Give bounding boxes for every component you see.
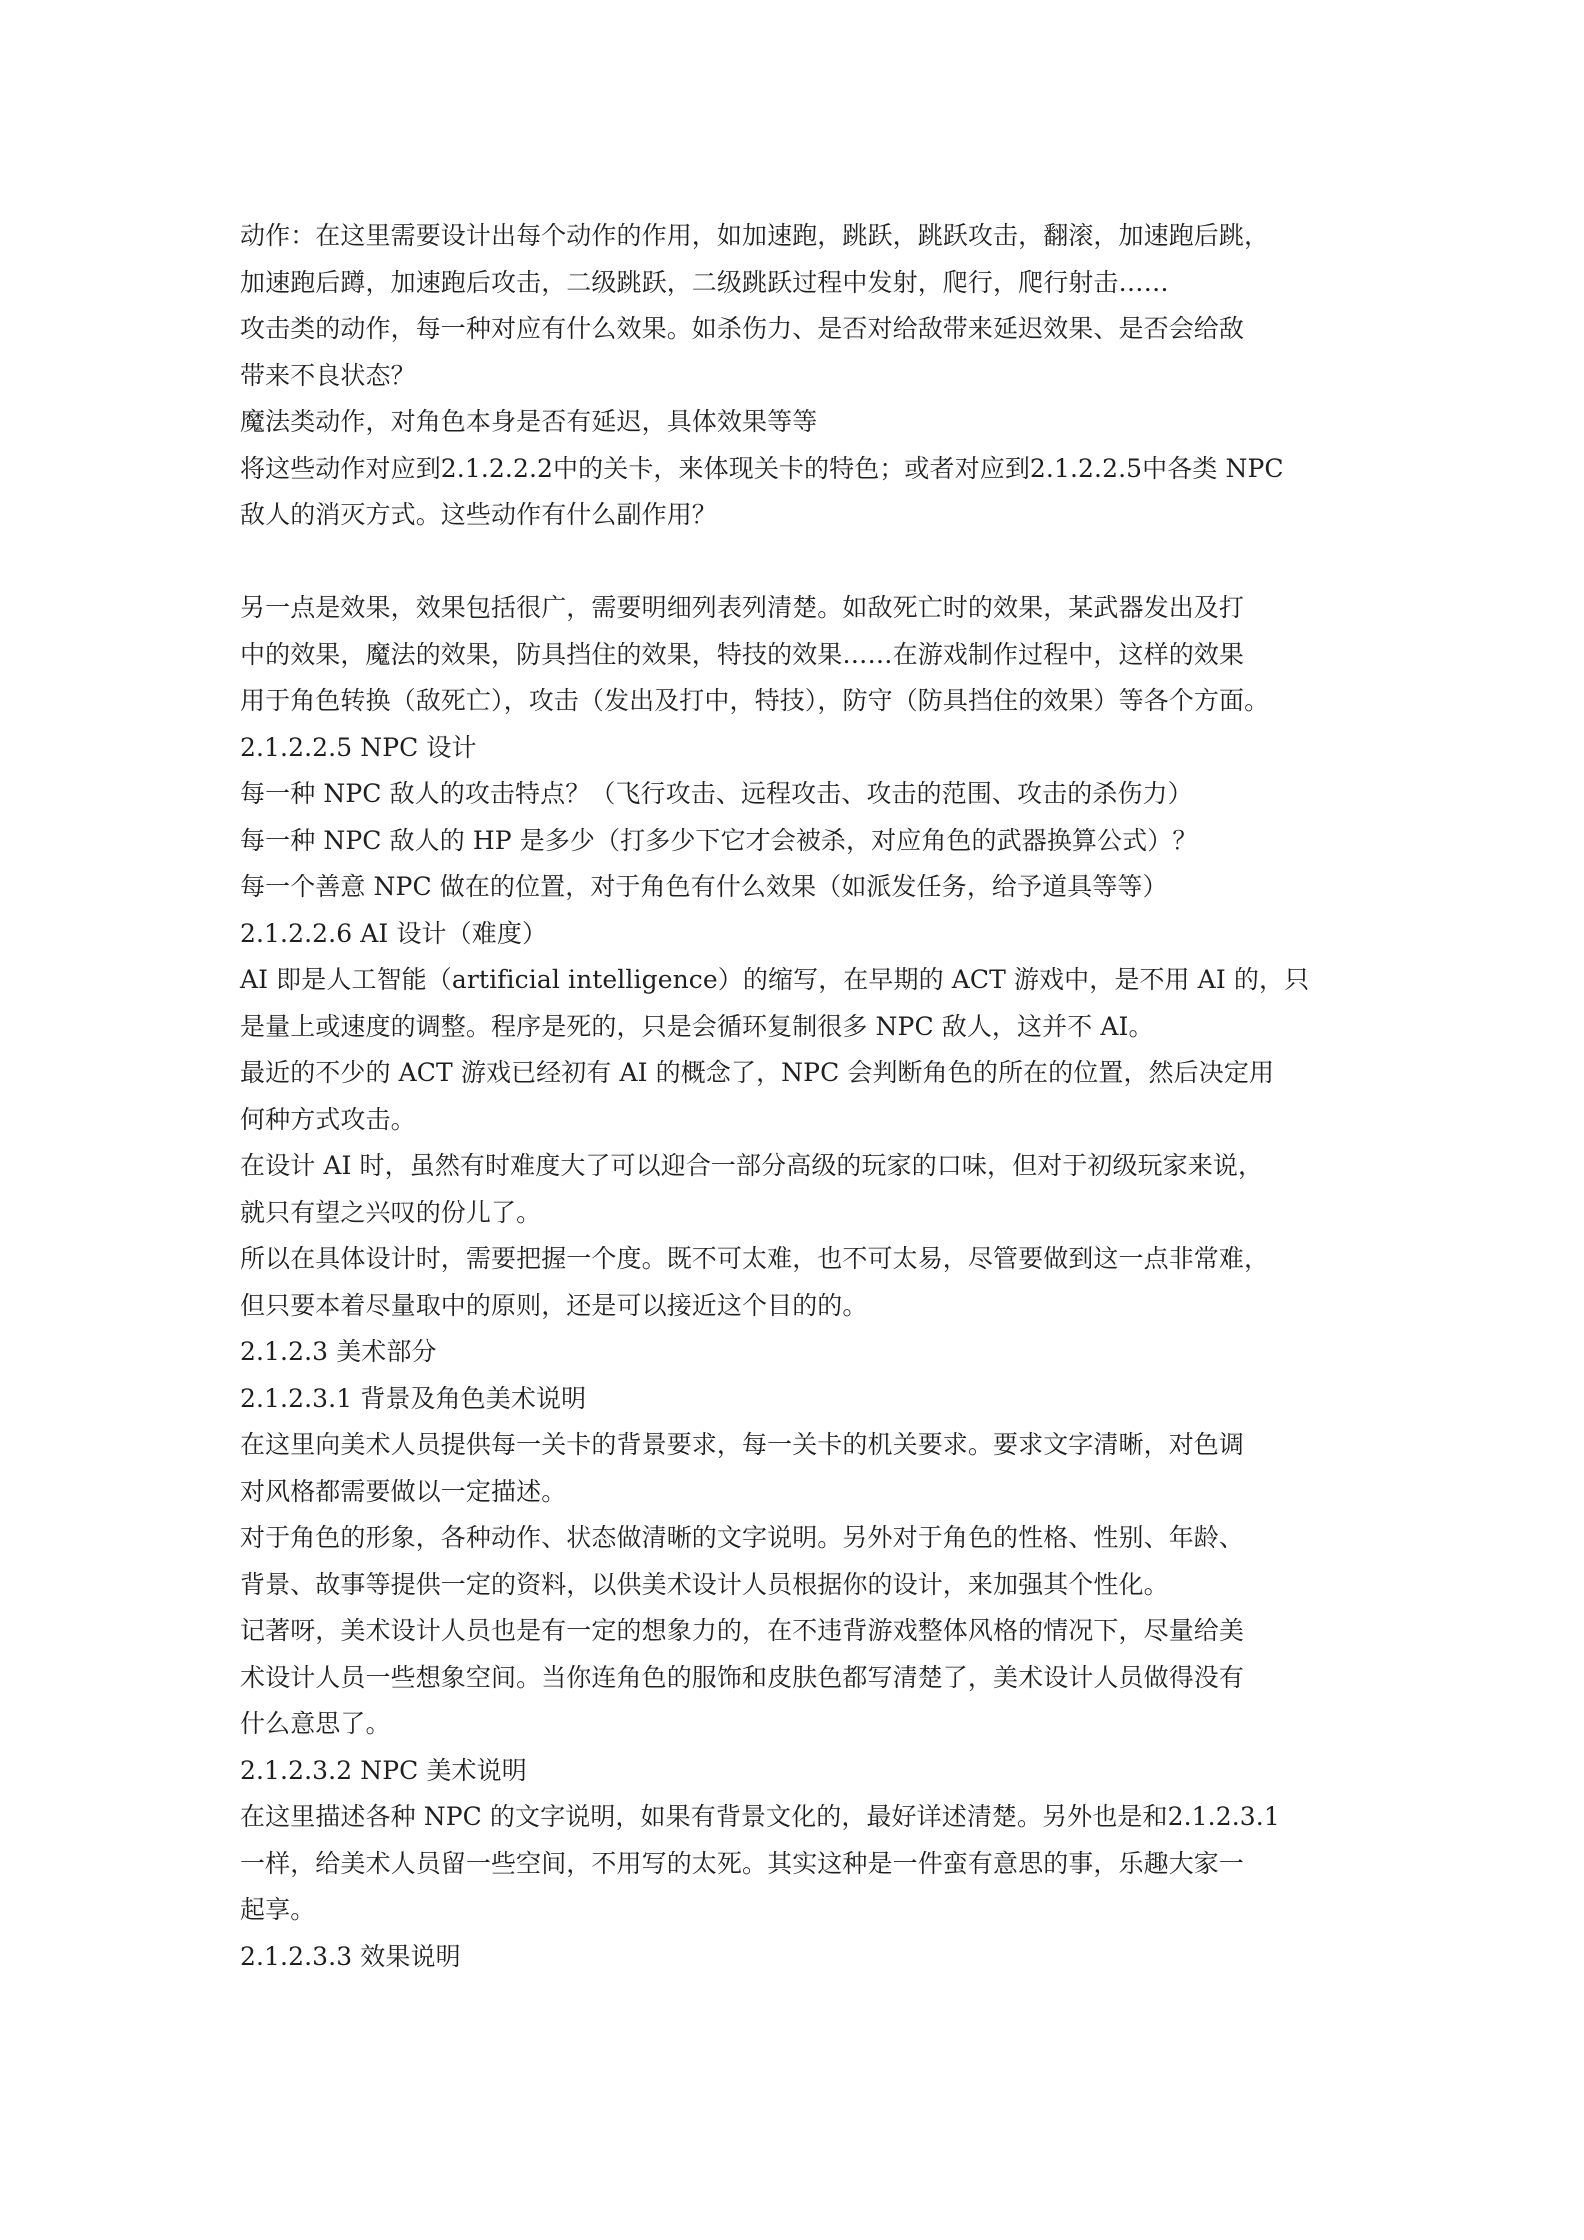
text-line: 在这里向美术人员提供每一关卡的背景要求，每一关卡的机关要求。要求文字清晰，对色调 — [240, 1430, 1245, 1459]
text-line: 将这些动作对应到2.1.2.2.2中的关卡，来体现关卡的特色；或者对应到2.1.2.2.5中各类 NPC — [240, 453, 1284, 483]
section-heading: 2.1.2.2.6 AI 设计（难度） — [240, 918, 548, 948]
text-line: 魔法类动作，对角色本身是否有延迟，具体效果等等 — [240, 407, 818, 436]
text-line: 每一个善意 NPC 做在的位置，对于角色有什么效果（如派发任务，给予道具等等） — [240, 872, 1168, 901]
text-line: 但只要本着尽量取中的原则，还是可以接近这个目的的。 — [240, 1290, 868, 1320]
text-line: 攻击类的动作，每一种对应有什么效果。如杀伤力、是否对给敌带来延迟效果、是否会给敌 — [240, 314, 1245, 343]
text-line: AI 即是人工智能（artificial intelligence）的缩写，在早期的 ACT 游戏中，是不用 AI 的，只 — [240, 965, 1310, 994]
text-line: 何种方式攻击。 — [240, 1104, 416, 1134]
section-heading: 2.1.2.3.1 背景及角色美术说明 — [240, 1383, 587, 1413]
text-line: 中的效果，魔法的效果，防具挡住的效果，特技的效果……在游戏制作过程中，这样的效果 — [240, 639, 1245, 669]
text-line: 在设计 AI 时，虽然有时难度大了可以迎合一部分高级的玩家的口味，但对于初级玩家来说， — [240, 1151, 1264, 1180]
document-body — [240, 213, 1358, 1980]
text-line: 什么意思了。 — [240, 1709, 391, 1738]
text-line: 另一点是效果，效果包括很广，需要明细列表列清楚。如敌死亡时的效果，某武器发出及打 — [240, 593, 1245, 622]
text-line: 就只有望之兴叹的份儿了。 — [240, 1197, 542, 1227]
blank-line — [240, 539, 1358, 586]
text-line: 加速跑后蹲，加速跑后攻击，二级跳跃，二级跳跃过程中发射，爬行，爬行射击…… — [240, 267, 1169, 297]
text-line: 用于角色转换（敌死亡），攻击（发出及打中，特技），防守（防具挡住的效果）等各个方面。 — [240, 686, 1270, 715]
section-heading: 2.1.2.2.5 NPC 设计 — [240, 732, 477, 762]
text-line: 对于角色的形象，各种动作、状态做清晰的文字说明。另外对于角色的性格、性别、年龄、 — [240, 1523, 1245, 1552]
text-line: 在这里描述各种 NPC 的文字说明，如果有背景文化的，最好详述清楚。另外也是和2.1.2.3.1 — [240, 1802, 1280, 1831]
text-line: 记著呀，美术设计人员也是有一定的想象力的，在不违背游戏整体风格的情况下，尽量给美 — [240, 1616, 1245, 1645]
text-line: 背景、故事等提供一定的资料，以供美术设计人员根据你的设计，来加强其个性化。 — [240, 1569, 1169, 1599]
text-line: 术设计人员一些想象空间。当你连角色的服饰和皮肤色都写清楚了，美术设计人员做得没有 — [240, 1662, 1245, 1692]
text-line: 起享。 — [240, 1895, 316, 1924]
section-heading: 2.1.2.3 美术部分 — [240, 1337, 437, 1366]
text-line: 每一种 NPC 敌人的 HP 是多少（打多少下它才会被杀，对应角色的武器换算公式）？ — [240, 825, 1198, 855]
text-line: 最近的不少的 ACT 游戏已经初有 AI 的概念了，NPC 会判断角色的所在的位置，然后决定用 — [240, 1058, 1275, 1087]
text-line: 一样，给美术人员留一些空间，不用写的太死。其实这种是一件蛮有意思的事，乐趣大家一 — [240, 1848, 1245, 1878]
section-heading: 2.1.2.3.3 效果说明 — [240, 1941, 461, 1971]
text-line: 每一种 NPC 敌人的攻击特点？（飞行攻击、远程攻击、攻击的范围、攻击的杀伤力） — [240, 779, 1193, 808]
text-line: 动作：在这里需要设计出每个动作的作用，如加速跑，跳跃，跳跃攻击，翻滚，加速跑后跳， — [240, 221, 1270, 250]
text-line: 所以在具体设计时，需要把握一个度。既不可太难，也不可太易，尽管要做到这一点非常难， — [240, 1244, 1270, 1273]
text-line: 敌人的消灭方式。这些动作有什么副作用？ — [240, 500, 717, 529]
text-line: 带来不良状态？ — [240, 360, 416, 390]
section-heading: 2.1.2.3.2 NPC 美术说明 — [240, 1755, 527, 1785]
text-line: 对风格都需要做以一定描述。 — [240, 1476, 567, 1506]
text-line: 是量上或速度的调整。程序是死的，只是会循环复制很多 NPC 敌人，这并不 AI。 — [240, 1011, 1154, 1041]
